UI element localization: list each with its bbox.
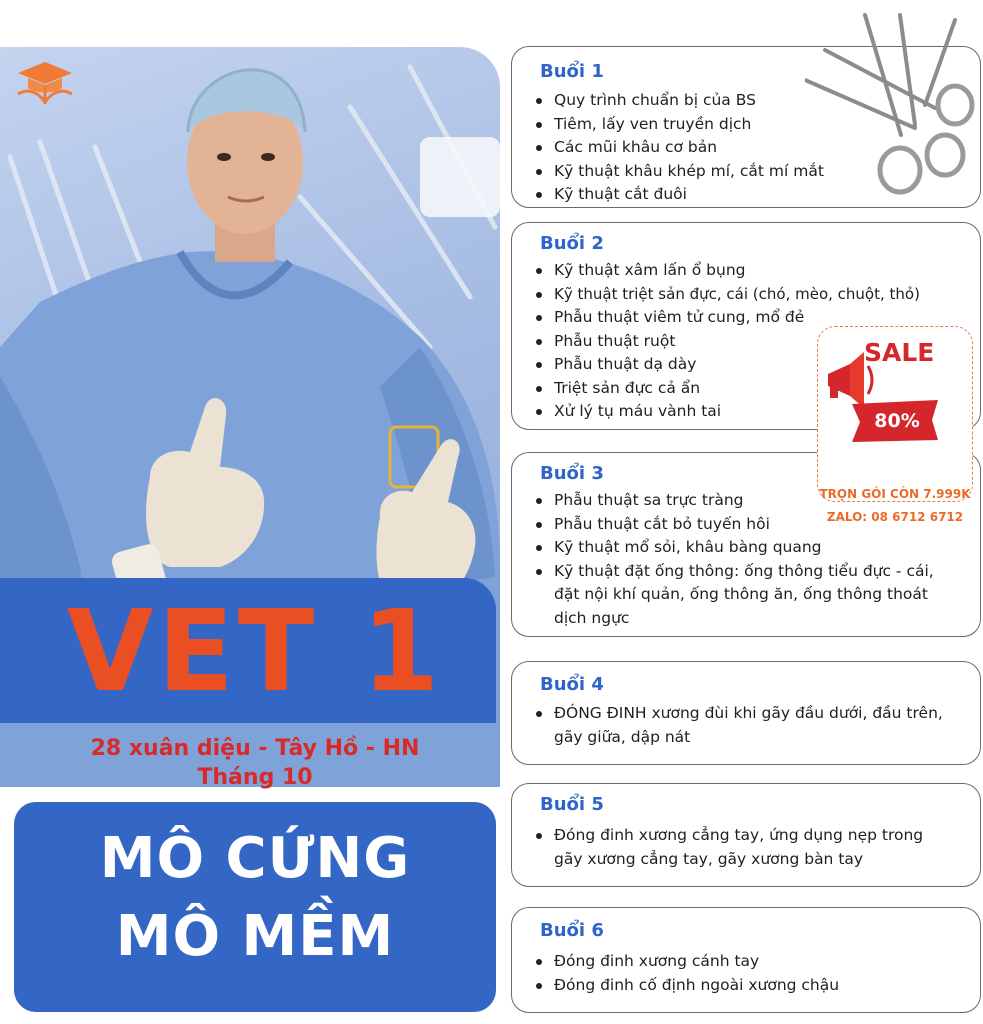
course-month: Tháng 10 — [197, 765, 313, 790]
list-item: Kỹ thuật cắt đuôi — [532, 183, 824, 207]
course-code-title: VET 1 — [66, 587, 444, 717]
session-topic-list — [532, 950, 952, 997]
package-price: TRỌN GÓI CÒN 7.999K — [819, 487, 971, 501]
list-item: Phẫu thuật sa trực tràng — [532, 489, 962, 513]
title-band-edge — [0, 578, 14, 723]
list-item: Đóng đinh cố định ngoài xương chậu — [532, 974, 952, 998]
sale-label: SALE — [864, 338, 935, 367]
list-item: Phẫu thuật dạ dày — [532, 353, 972, 377]
list-item: Quy trình chuẩn bị của BS — [532, 89, 824, 113]
surgical-scissors-icon — [805, 10, 983, 205]
course-name-line-2: MÔ MỀM — [115, 904, 395, 969]
list-item: Kỹ thuật khâu khép mí, cắt mí mắt — [532, 160, 824, 184]
list-item: ĐÓNG ĐINH xương đùi khi gãy đầu dưới, đầu trên, gãy giữa, dập nát — [532, 702, 952, 749]
session-title: Buổi 5 — [540, 794, 604, 815]
session-title: Buổi 1 — [540, 61, 604, 82]
list-item: Triệt sản đực cả ẩn — [532, 377, 972, 401]
session-topic-list — [532, 702, 952, 749]
list-item: Kỹ thuật mổ sỏi, khâu bàng quang — [532, 536, 962, 560]
list-item: Phẫu thuật viêm tử cung, mổ đẻ — [532, 306, 972, 330]
list-item: Xử lý tụ máu vành tai — [532, 400, 972, 424]
list-item: Kỹ thuật triệt sản đực, cái (chó, mèo, chuột, thỏ) — [532, 283, 972, 307]
session-title: Buổi 2 — [540, 233, 604, 254]
session-topic-list — [532, 89, 824, 207]
list-item: Phẫu thuật ruột — [532, 330, 972, 354]
sale-percent: 80% — [874, 410, 920, 432]
list-item: Đóng đinh xương cẳng tay, ứng dụng nẹp trong gãy xương cẳng tay, gãy xương bàn tay — [532, 824, 952, 871]
graduation-cap-logo-icon — [12, 58, 78, 108]
list-item: Kỹ thuật đặt ống thông: ống thông tiểu đực - cái, đặt nội khí quản, ống thông ăn, ống thông thoát dịch ngực — [532, 560, 962, 631]
session-topic-list — [532, 824, 952, 871]
session-title: Buổi 4 — [540, 674, 604, 695]
session-title: Buổi 3 — [540, 463, 604, 484]
list-item: Phẫu thuật cắt bỏ tuyến hôi — [532, 513, 962, 537]
course-name-line-1: MÔ CỨNG — [99, 826, 411, 891]
list-item: Đóng đinh xương cánh tay — [532, 950, 952, 974]
session-card-6 — [511, 907, 981, 1013]
session-card-5 — [511, 783, 981, 887]
session-title: Buổi 6 — [540, 920, 604, 941]
list-item: Các mũi khâu cơ bản — [532, 136, 824, 160]
session-card-4 — [511, 661, 981, 765]
list-item: Tiêm, lấy ven truyền dịch — [532, 113, 824, 137]
zalo-contact: ZALO: 08 6712 6712 — [826, 510, 964, 524]
list-item: Kỹ thuật xâm lấn ổ bụng — [532, 259, 972, 283]
venue-address: 28 xuân diệu - Tây Hồ - HN — [90, 736, 420, 761]
